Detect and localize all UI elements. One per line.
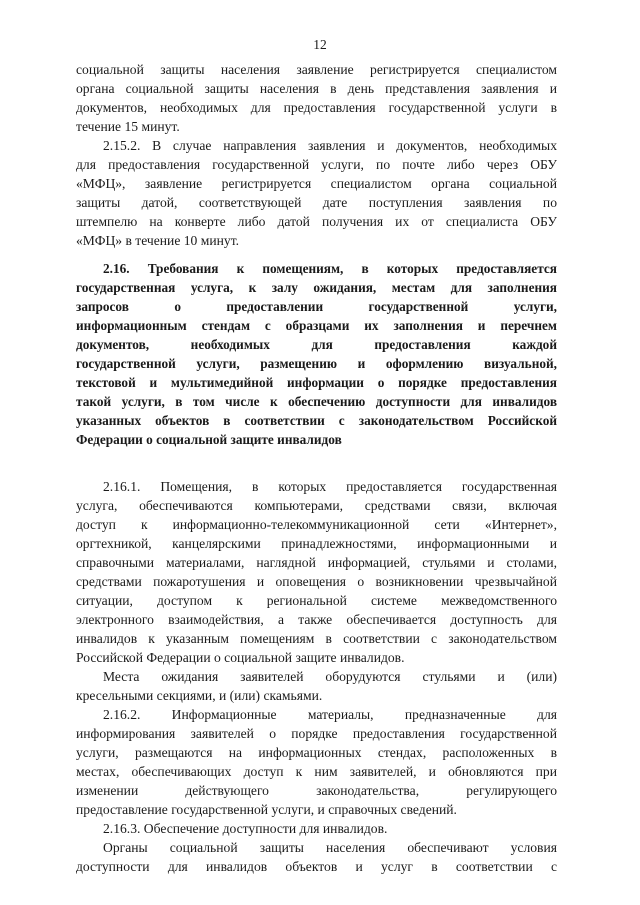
text-line: 2.15.2. В случае направления заявления и документов, необходимых (103, 138, 557, 153)
text-line: доступности для инвалидов объектов и услуг в соответствии с (76, 859, 557, 874)
text-line: местах, обеспечивающих доступ к ним заявителей, и обновляются при (76, 764, 557, 779)
text-line: информирования заявителей о порядке предоставления государственной (76, 726, 557, 741)
text-line: 2.16.2. Информационные материалы, предназначенные для (103, 707, 557, 722)
text-line: 2.16.1. Помещения, в которых предоставляется государственная (103, 479, 557, 494)
text-line: течение 15 минут. (76, 119, 180, 134)
section-heading-line: запросов о предоставлении государственной услуги, (76, 299, 557, 314)
text-line: защиты датой, соответствующей дате поступления заявления по (76, 195, 557, 210)
text-line: документов, необходимых для предоставления государственной услуги в (76, 100, 557, 115)
text-line: справочными материалами, наглядной информацией, стульями и столами, (76, 555, 557, 570)
text-line: кресельными секциями, и (или) скамьями. (76, 688, 323, 703)
text-line: штемпелю на конверте либо датой получения их от специалиста ОБУ (76, 214, 557, 229)
text-line: оргтехникой, канцелярскими принадлежностями, информационными и (76, 536, 557, 551)
text-line: органа социальной защиты населения в день представления заявления и (76, 81, 557, 96)
text-line: социальной защиты населения заявление регистрируется специалистом (76, 62, 557, 77)
text-line: изменении действующего законодательства, регулирующего (76, 783, 557, 798)
text-line: услуга, обеспечиваются компьютерами, средствами связи, включая (76, 498, 557, 513)
section-heading-line: такой услуги, в том числе к обеспечению доступности для инвалидов (76, 394, 557, 409)
text-line: доступ к информационно-телекоммуникационной сети «Интернет», (76, 517, 557, 532)
text-line: предоставление государственной услуги, и справочных сведений. (76, 802, 457, 817)
section-heading-line: текстовой и мультимедийной информации о порядке предоставления (76, 375, 557, 390)
section-heading-line: государственной услуги, размещению и оформлению визуальной, (76, 356, 557, 371)
text-line: инвалидов к указанным помещениям в соответствии с законодательством (76, 631, 557, 646)
text-line: Места ожидания заявителей оборудуются стульями и (или) (103, 669, 557, 684)
text-line: «МФЦ» в течение 10 минут. (76, 233, 240, 248)
text-line: Органы социальной защиты населения обеспечивают условия (103, 840, 557, 855)
section-heading-line: документов, необходимых для предоставления каждой (76, 337, 557, 352)
section-heading-line: информационным стендам с образцами их заполнения и перечнем (76, 318, 557, 333)
page-number: 12 (313, 37, 327, 52)
text-line: средствами пожаротушения и оповещения о возникновении чрезвычайной (76, 574, 557, 589)
text-line: электронного взаимодействия, а также обеспечивается доступность для (76, 612, 557, 627)
section-heading-line: указанных объектов в соответствии с законодательством Российской (76, 413, 557, 428)
text-line: «МФЦ», заявление регистрируется специалистом органа социальной (76, 176, 557, 191)
section-heading-line: 2.16. Требования к помещениям, в которых предоставляется (103, 261, 557, 276)
text-line: Российской Федерации о социальной защите инвалидов. (76, 650, 405, 665)
text-line: услуги, размещаются на информационных стендах, расположенных в (76, 745, 557, 760)
text-line: ситуации, доступом к региональной системе межведомственного (76, 593, 557, 608)
text-line: для предоставления государственной услуги, по почте либо через ОБУ (76, 157, 557, 172)
section-heading-line: Федерации о социальной защите инвалидов (76, 432, 342, 447)
section-heading-line: государственная услуга, к залу ожидания, местам для заполнения (76, 280, 557, 295)
text-line: 2.16.3. Обеспечение доступности для инвалидов. (103, 821, 388, 836)
